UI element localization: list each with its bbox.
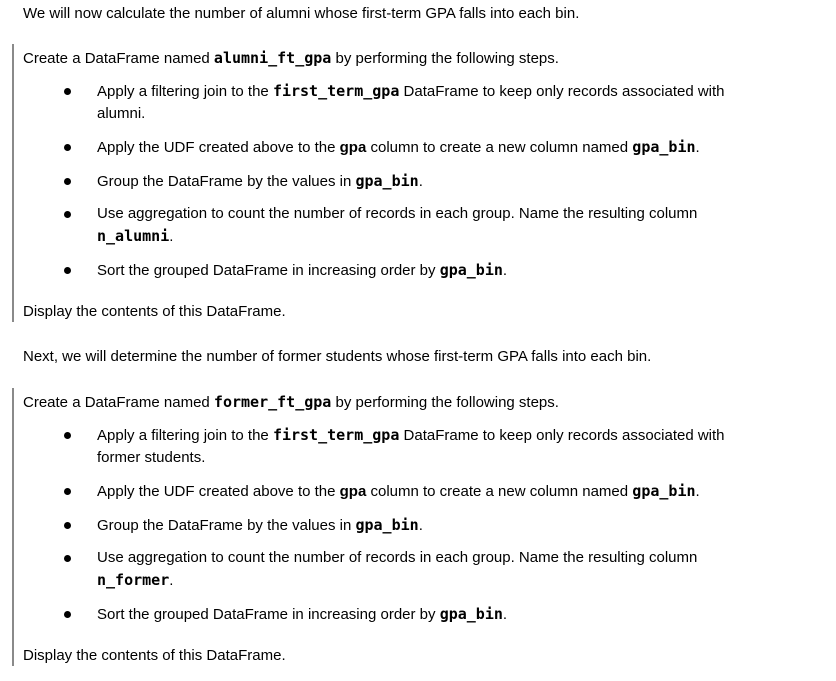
bullet-icon	[64, 178, 71, 185]
former-step-1: Apply a filtering join to the first_term_gpa DataFrame to keep only records associated with former students.	[97, 426, 725, 466]
alumni-block-bar	[12, 44, 14, 322]
alumni-display-line: Display the contents of this DataFrame.	[23, 303, 286, 320]
former-step-3: Group the DataFrame by the values in gpa_bin.	[97, 516, 423, 534]
bullet-icon	[64, 555, 71, 562]
bullet-icon	[64, 88, 71, 95]
alumni-step-3: Group the DataFrame by the values in gpa_bin.	[97, 172, 423, 190]
bullet-icon	[64, 211, 71, 218]
alumni-step-4: Use aggregation to count the number of records in each group. Name the resulting column n_alumni.	[97, 205, 698, 245]
bullet-icon	[64, 267, 71, 274]
bullet-icon	[64, 432, 71, 439]
alumni-step-5: Sort the grouped DataFrame in increasing order by gpa_bin.	[97, 261, 508, 279]
bullet-icon	[64, 488, 71, 495]
former-create-line: Create a DataFrame named former_ft_gpa by performing the following steps.	[23, 393, 559, 411]
bullet-icon	[64, 144, 71, 151]
former-step-2: Apply the UDF created above to the gpa column to create a new column named gpa_bin.	[97, 482, 700, 500]
former-df-name: former_ft_gpa	[213, 393, 332, 411]
former-step-4: Use aggregation to count the number of records in each group. Name the resulting column n_former.	[97, 549, 698, 589]
alumni-df-name: alumni_ft_gpa	[213, 49, 332, 67]
intro-former-text: Next, we will determine the number of former students whose first-term GPA falls into each bin.	[23, 348, 652, 365]
bullet-icon	[64, 611, 71, 618]
intro-alumni-text: We will now calculate the number of alumni whose first-term GPA falls into each bin.	[23, 5, 580, 22]
bullet-icon	[64, 522, 71, 529]
former-step-5: Sort the grouped DataFrame in increasing order by gpa_bin.	[97, 605, 508, 623]
alumni-step-1: Apply a filtering join to the first_term_gpa DataFrame to keep only records associated with alumni.	[97, 82, 725, 122]
former-display-line: Display the contents of this DataFrame.	[23, 647, 286, 664]
alumni-create-line: Create a DataFrame named alumni_ft_gpa by performing the following steps.	[23, 49, 559, 67]
alumni-step-2: Apply the UDF created above to the gpa column to create a new column named gpa_bin.	[97, 138, 700, 156]
former-block-bar	[12, 388, 14, 666]
